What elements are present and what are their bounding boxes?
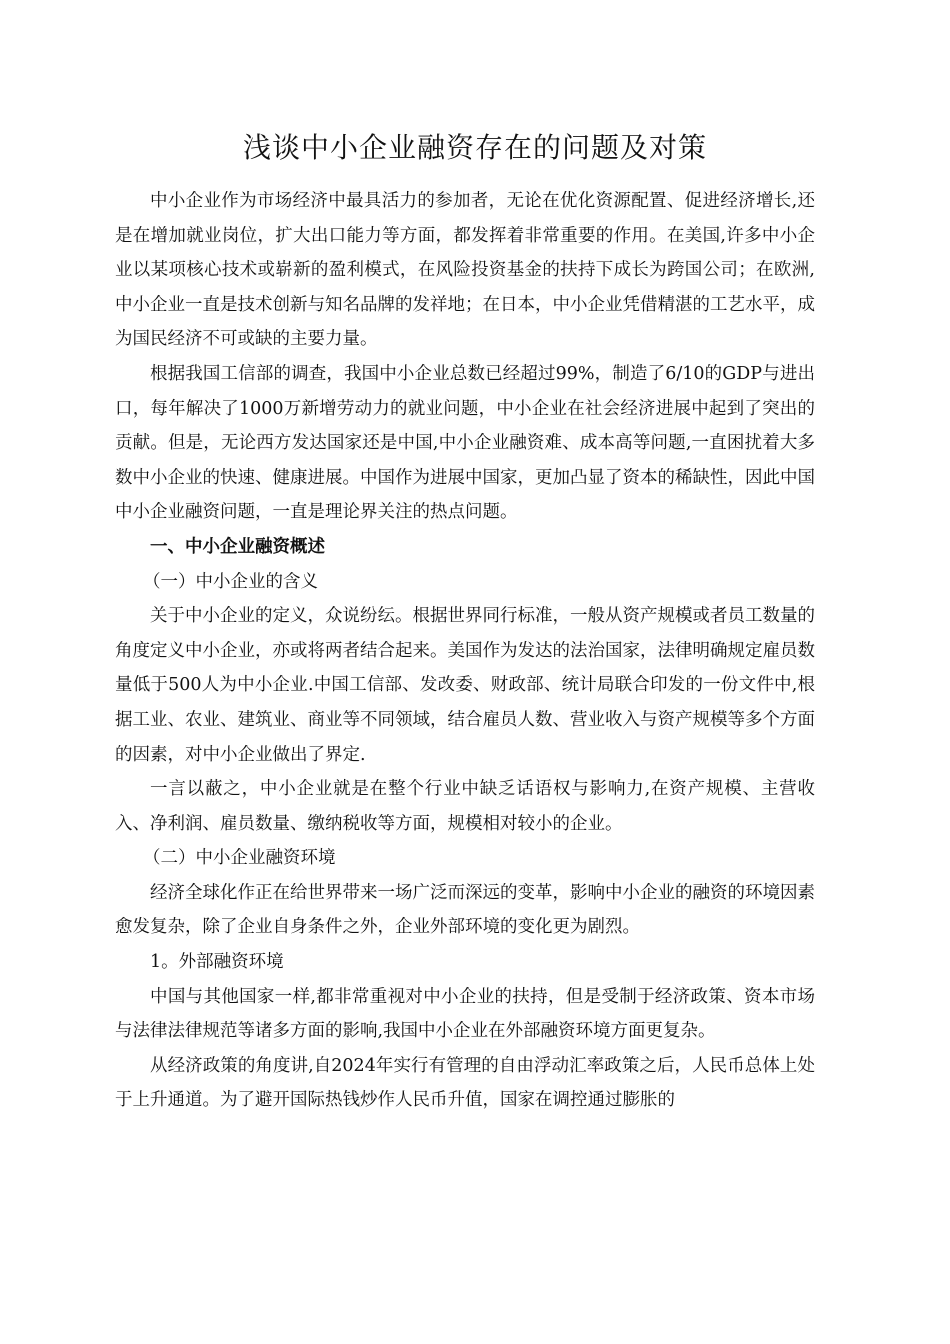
paragraph-definition: 关于中小企业的定义，众说纷纭。根据世界同行标准，一般从资产规模或者员工数量的角度定义中小企业，亦或将两者结合起来。美国作为发达的法治国家，法律明确规定雇员数量低于500人为中小企业.中国工信部、发改委、财政部、统计局联合印发的一份文件中,根据工业、农业、建筑业、商业等不同领域，结合雇员人数、营业收入与资产规模等多个方面的因素，对中小企业做出了界定. — [115, 606, 815, 765]
section-heading-overview: 一、中小企业融资概述 — [150, 536, 325, 557]
paragraph-intro: 中小企业作为市场经济中最具活力的参加者，无论在优化资源配置、促进经济增长,还是在增加就业岗位，扩大出口能力等方面，都发挥着非常重要的作用。在美国,许多中小企业以某项核心技术或崭新的盈利模式，在风险投资基金的扶持下成长为跨国公司；在欧洲,中小企业一直是技术创新与知名品牌的发祥地；在日本，中小企业凭借精湛的工艺水平，成为国民经济不可或缺的主要力量。 — [115, 191, 815, 350]
paragraph-survey: 根据我国工信部的调查，我国中小企业总数已经超过99%，制造了6/10的GDP与进出口，每年解决了1000万新增劳动力的就业问题，中小企业在社会经济进展中起到了突出的贡献。但是，无论西方发达国家还是中国,中小企业融资难、成本高等问题,一直困扰着大多数中小企业的快速、健康进展。中国作为进展中国家，更加凸显了资本的稀缺性，因此中国中小企业融资问题，一直是理论界关注的热点问题。 — [115, 363, 815, 523]
paragraph-policy: 从经济政策的角度讲,自2024年实行有管理的自由浮动汇率政策之后，人民币总体上处于上升通道。为了避开国际热钱炒作人民币升值，国家在调控通过膨胀的 — [115, 1055, 815, 1111]
document-title: 浅谈中小企业融资存在的问题及对策 — [242, 131, 707, 164]
subsection-heading-environment: （二）中小企业融资环境 — [143, 848, 336, 869]
paragraph-summary: 一言以蔽之，中小企业就是在整个行业中缺乏话语权与影响力,在资产规模、主营收入、净利润、雇员数量、缴纳税收等方面，规模相对较小的企业。 — [115, 779, 815, 834]
paragraph-external: 中国与其他国家一样,都非常重视对中小企业的扶持，但是受制于经济政策、资本市场与法律法律规范等诸多方面的影响,我国中小企业在外部融资环境方面更复杂。 — [115, 986, 815, 1042]
paragraph-environment: 经济全球化作正在给世界带来一场广泛而深远的变革，影响中小企业的融资的环境因素愈发复杂，除了企业自身条件之外，企业外部环境的变化更为剧烈。 — [115, 882, 815, 938]
subsection-heading-definition: （一）中小企业的含义 — [143, 571, 318, 592]
document-body — [115, 184, 815, 1118]
numbered-heading-external: 1。外部融资环境 — [150, 952, 284, 973]
